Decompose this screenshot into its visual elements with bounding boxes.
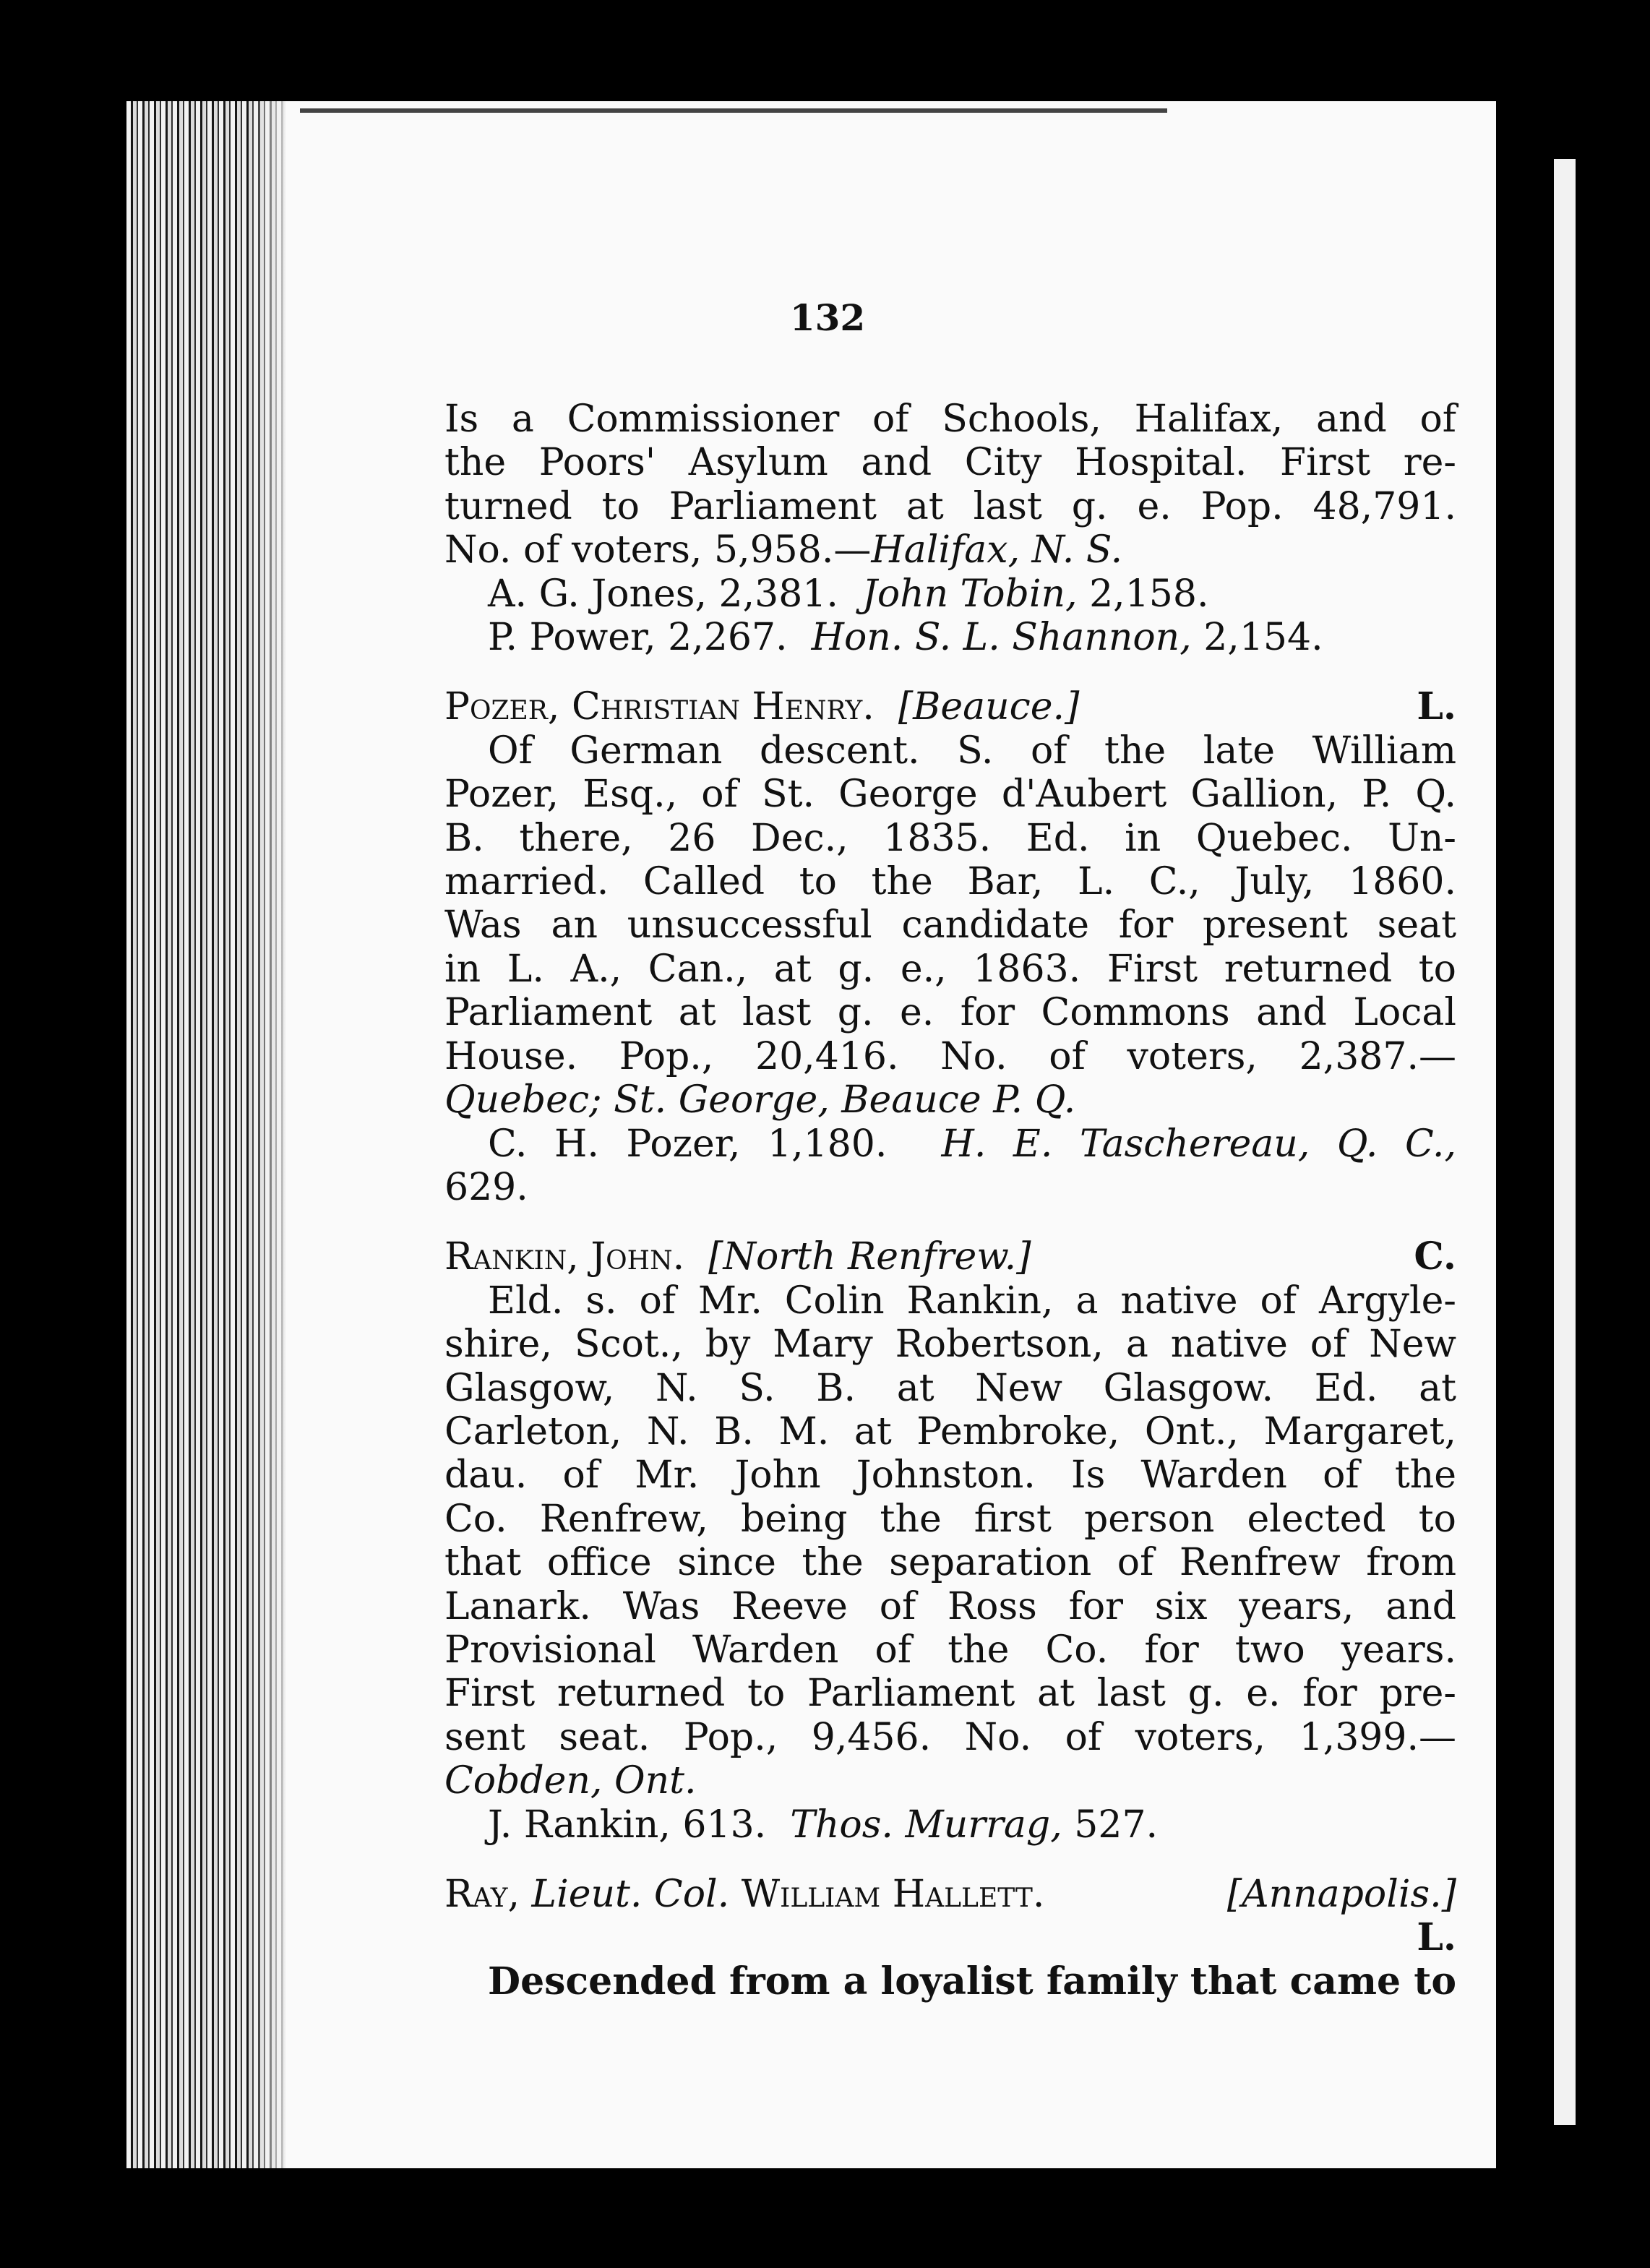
- text-line: Eld. s. of Mr. Colin Rankin, a native of Argyle-: [488, 1279, 1456, 1323]
- text-line: Of German descent. S. of the late William: [488, 729, 1456, 773]
- text-line: turned to Parliament at last g. e. Pop. 48,791.: [444, 484, 1456, 528]
- text-line: First returned to Parliament at last g. e. for pre-: [444, 1672, 1456, 1716]
- text-line: Provisional Warden of the Co. for two years.: [444, 1628, 1456, 1672]
- text-line: Glasgow, N. S. B. at New Glasgow. Ed. at: [444, 1366, 1456, 1410]
- page-edges: [126, 101, 293, 2168]
- text-line: dau. of Mr. John Johnston. Is Warden of the: [444, 1453, 1456, 1498]
- entry-heading: [444, 1873, 1456, 1916]
- page-text: [444, 398, 1456, 2003]
- text-line: shire, Scot., by Mary Robertson, a native of New: [444, 1323, 1456, 1367]
- text-line: in L. A., Can., at g. e., 1863. First returned to: [444, 947, 1456, 991]
- book-page: [285, 101, 1496, 2168]
- entry-heading: [444, 1235, 1456, 1279]
- result-line: C. H. Pozer, 1,180. H. E. Taschereau, Q. C.,: [488, 1122, 1456, 1166]
- member-title: Lieut. Col.: [531, 1873, 730, 1916]
- party-label: C.: [1414, 1234, 1456, 1279]
- party-label: L.: [1417, 684, 1456, 729]
- text-line: House. Pop., 20,416. No. of voters, 2,387.—: [444, 1034, 1456, 1078]
- riding: [North Renfrew.]: [708, 1235, 1031, 1279]
- text-line: that office since the separation of Renfrew from: [444, 1541, 1456, 1585]
- member-name: Rankin, John.: [444, 1235, 685, 1279]
- result-line: A. G. Jones, 2,381. John Tobin, 2,158.: [488, 572, 1209, 616]
- page-number: 132: [789, 296, 866, 339]
- party-row: [444, 1916, 1456, 1959]
- result-line: J. Rankin, 613. Thos. Murrag, 527.: [488, 1803, 1159, 1847]
- riding: [Annapolis.]: [1226, 1873, 1456, 1916]
- text-line: sent seat. Pop., 9,456. No. of voters, 1,399.—: [444, 1715, 1456, 1759]
- entry-heading: [444, 685, 1456, 729]
- text-line: married. Called to the Bar, L. C., July, 1860.: [444, 860, 1456, 904]
- address: Quebec; St. George, Beauce P. Q.: [444, 1078, 1076, 1122]
- text-line: Descended from a loyalist family that came to: [488, 1959, 1456, 2003]
- member-name: Pozer, Christian Henry.: [444, 685, 875, 729]
- right-page-edge: [1554, 159, 1576, 2125]
- address: Cobden, Ont.: [444, 1759, 697, 1803]
- text-line: Was an unsuccessful candidate for present seat: [444, 903, 1456, 948]
- member-name: William Hallett.: [741, 1873, 1045, 1916]
- address: Halifax, N. S.: [871, 528, 1123, 572]
- text-line: Carleton, N. B. M. at Pembroke, Ont., Margaret,: [444, 1409, 1456, 1453]
- text-line: No. of voters, 5,958.—Halifax, N. S.: [444, 528, 1123, 572]
- text-line: B. there, 26 Dec., 1835. Ed. in Quebec. Un-: [444, 816, 1456, 860]
- text-line: Parliament at last g. e. for Commons and Local: [444, 991, 1456, 1035]
- party-label: L.: [1417, 1915, 1456, 1960]
- text-line: Pozer, Esq., of St. George d'Aubert Gallion, P. Q.: [444, 773, 1456, 817]
- text-line: Co. Renfrew, being the first person elected to: [444, 1497, 1456, 1541]
- riding: [Beauce.]: [898, 685, 1080, 729]
- text-line: Is a Commissioner of Schools, Halifax, and of: [444, 398, 1456, 441]
- result-line: 629.: [444, 1165, 528, 1209]
- text-line: Lanark. Was Reeve of Ross for six years, and: [444, 1584, 1456, 1628]
- result-line: P. Power, 2,267. Hon. S. L. Shannon, 2,154.: [488, 616, 1323, 660]
- member-name-prefix: Ray,: [444, 1873, 520, 1916]
- text-line: the Poors' Asylum and City Hospital. First re-: [444, 441, 1456, 485]
